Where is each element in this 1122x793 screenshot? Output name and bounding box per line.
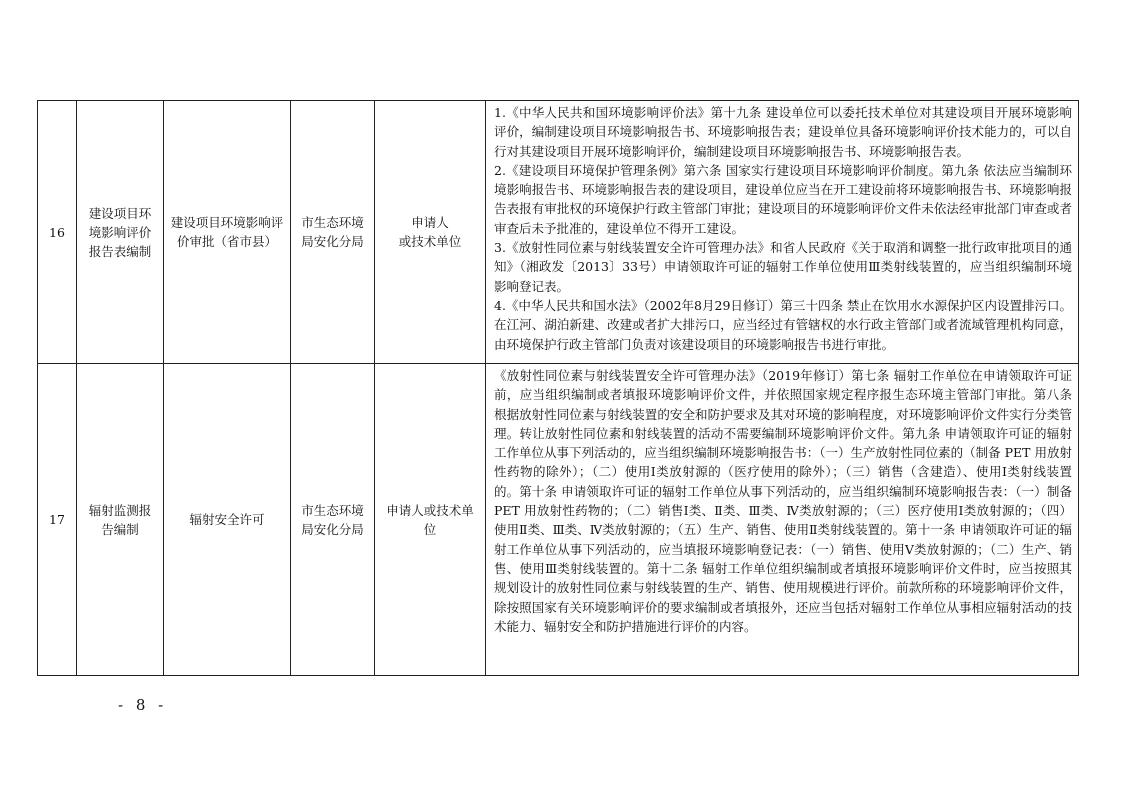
approval-item: 辐射安全许可 (164, 364, 291, 676)
legal-basis (486, 101, 1079, 364)
legal-basis (486, 364, 1079, 676)
table-row-16 (38, 101, 1079, 364)
row-number: 17 (38, 364, 77, 676)
basis-paragraph-4: 4.《中华人民共和国水法》（2002年8月29日修订）第三十四条 禁止在饮用水水源保护区内设置排污口。在江河、湖泊新建、改建或者扩大排污口，应当经过有管辖权的水行政主管部门或者流域管理机构同意，由环境保护行政主管部门负责对该建设项目的环境影响报告书进行审批。 (494, 297, 1072, 352)
page-number: - 8 - (118, 696, 168, 714)
table-row-17 (38, 364, 1079, 676)
document-table (37, 100, 1079, 676)
item-name: 辐射监测报告编制 (77, 364, 164, 676)
approval-item: 建设项目环境影响评价审批（省市县） (164, 101, 291, 364)
basis-paragraph-2: 2.《建设项目环境保护管理条例》第六条 国家实行建设项目环境影响评价制度。第九条 依法应当编制环境影响报告书、环境影响报告表的建设项目，建设单位应当在开工建设前将环境影响报告书、环境影响报告表报有审批权的环境保护行政主管部门审批；建设项目的环境影响评价文件未依法经审批部门审查或者审查后未予批准的，建设单位不得开工建设。 (494, 162, 1072, 236)
applicant: 申请人或技术单位 (375, 364, 486, 676)
basis-paragraph-1: 《放射性同位素与射线装置安全许可管理办法》（2019年修订）第七条 辐射工作单位在申请领取许可证前，应当组织编制或者填报环境影响评价文件，并依照国家规定程序报生态环境主管部门审批。第八条 根据放射性同位素与射线装置的安全和防护要求及其对环境的影响程度，对环境影响评价文件实行分类管理。转让放射性同位素和射线装置的活动不需要编制环境影响评价文件。第九条 申请领取许可证的辐射工作单位从事下列活动的，应当组织编制环境影响报告书：（一）生产放射性同位素的（制备 PET 用放射性药物的除外）；（二）使用Ⅰ类放射源的（医疗使用的除外）；（三）销售（含建造）、使用Ⅰ类射线装置的。第十条 申请领取许可证的辐射工作单位从事下列活动的，应当组织编制环境影响报告表：（一）制备 PET 用放射性药物的；（二）销售Ⅰ类、Ⅱ类、Ⅲ类、Ⅳ类放射源的；（三）医疗使用Ⅰ类放射源的；（四）使用Ⅱ类、Ⅲ类、Ⅳ类放射源的；（五）生产、销售、使用Ⅱ类射线装置的。第十一条 申请领取许可证的辐射工作单位从事下列活动的，应当填报环境影响登记表：（一）销售、使用Ⅴ类放射源的；（二）生产、销售、使用Ⅲ类射线装置的。第十二条 辐射工作单位组织编制或者填报环境影响评价文件时，应当按照其规划设计的放射性同位素与射线装置的生产、销售、使用规模进行评价。前款所称的环境影响评价文件，除按照国家有关环境影响评价的要求编制或者填报外，还应当包括对辐射工作单位从事相应辐射活动的技术能力、辐射安全和防护措施进行评价的内容。 (494, 368, 1072, 634)
department: 市生态环境局安化分局 (291, 364, 375, 676)
applicant: 申请人 或技术单位 (375, 101, 486, 364)
basis-paragraph-3: 3.《放射性同位素与射线装置安全许可管理办法》和省人民政府《关于取消和调整一批行政审批项目的通知》（湘政发〔2013〕33号）申请领取许可证的辐射工作单位使用Ⅲ类射线装置的，应当组织编制环境影响登记表。 (494, 240, 1072, 294)
department: 市生态环境局安化分局 (291, 101, 375, 364)
basis-paragraph-1: 1.《中华人民共和国环境影响评价法》第十九条 建设单位可以委托技术单位对其建设项目开展环境影响评价，编制建设项目环境影响报告书、环境影响报告表；建设单位具备环境影响评价技术能力的，可以自行对其建设项目开展环境影响评价，编制建设项目环境影响报告书、环境影响报告表。 (494, 105, 1072, 159)
item-name: 建设项目环境影响评价报告表编制 (77, 101, 164, 364)
row-number: 16 (38, 101, 77, 364)
